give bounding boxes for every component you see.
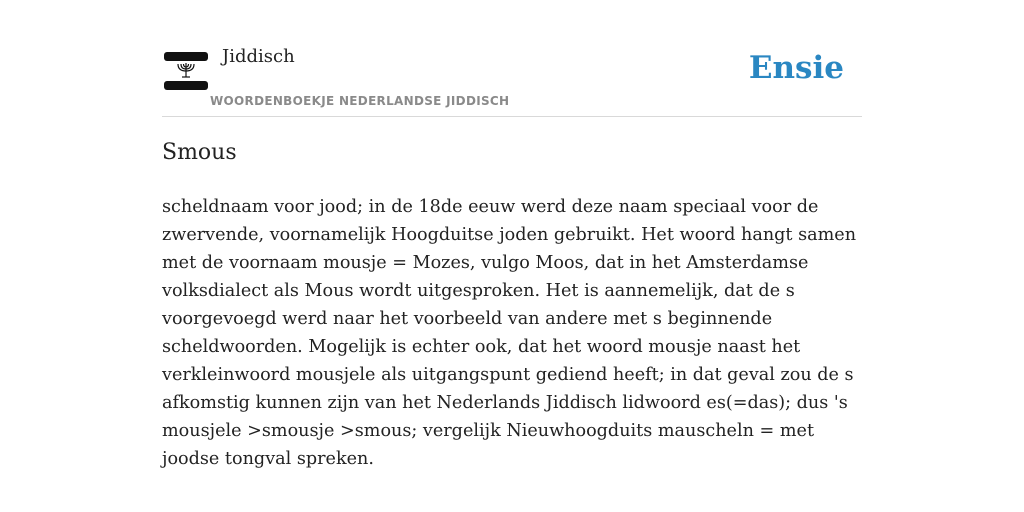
brand-logo-link[interactable]: Ensie: [748, 50, 844, 86]
dictionary-logo[interactable]: [164, 50, 208, 92]
menorah-icon: [164, 50, 208, 92]
dictionary-header: [162, 0, 862, 117]
entry-definition: scheldnaam voor jood; in de 18de eeuw werd deze naam speciaal voor de zwervende, voornamelijk Hoogduitse joden gebruikt. Het woord hangt samen met de voornaam mousje = Mozes, vulgo Moos, dat in het Amsterdamse volksdialect als Mous wordt uitgesproken. Het is aannemelijk, dat de s voorgevoegd werd naar het voorbeeld van andere met s beginnende scheldwoorden. Mogelijk is echter ook, dat het woord mousje naast het verkleinwoord mousjele als uitgangspunt gediend heeft; in dat geval zou de s afkomstig kunnen zijn van het Nederlands Jiddisch lidwoord es(=das); dus 's mousjele >smousje >smous; vergelijk Nieuwhoogduits mauscheln = met joodse tongval spreken.: [162, 197, 857, 469]
dictionary-subtitle: WOORDENBOEKJE NEDERLANDSE JIDDISCH: [210, 94, 510, 108]
entry-term: Smous: [162, 140, 237, 165]
entry-card: [162, 0, 862, 469]
dictionary-name[interactable]: Jiddisch: [222, 46, 295, 67]
